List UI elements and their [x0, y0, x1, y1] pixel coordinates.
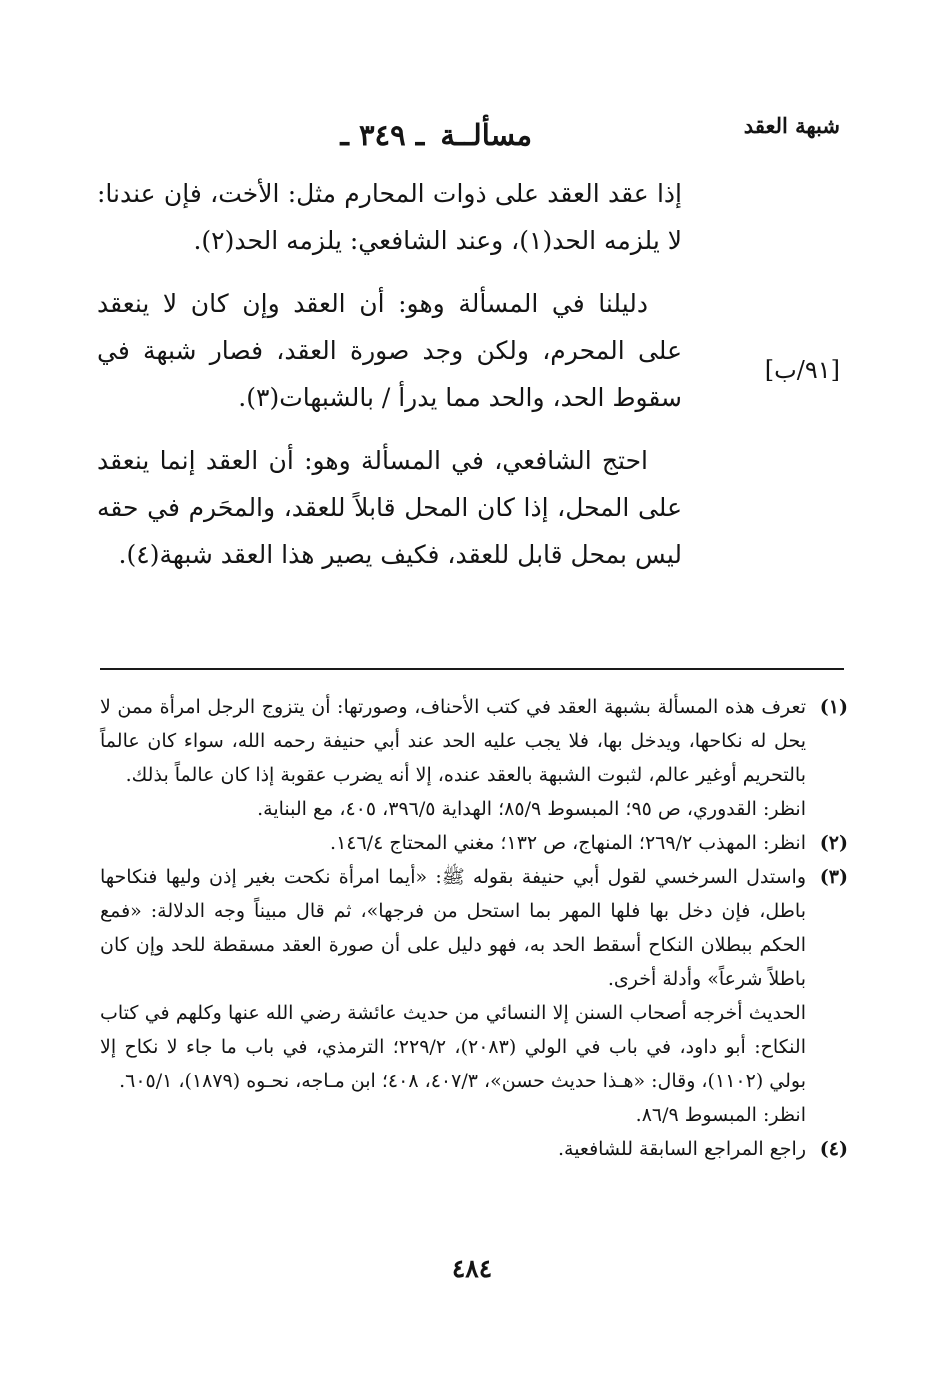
footnote-3 — [100, 860, 848, 996]
footnote-number: (٤) — [819, 1138, 848, 1160]
footnote-number: (٣) — [819, 866, 848, 888]
footnote-2 — [100, 826, 848, 860]
footnote-text: انظر: القدوري، ص ٩٥؛ المبسوط ٨٥/٩؛ الهداية ٣٩٦/٥، ٤٠٥، مع البناية. — [257, 798, 806, 820]
footnote-text: واستدل السرخسي لقول أبي حنيفة بقوله ﷺ: «أيما امرأة نكحت بغير إذن وليها فنكاحها باطل، فإن دخل بها فلها المهر بما استحل من فرجها»، ثم قال مبيناً وجه الدلالة: «فمع الحكم ببطلان النكاح أسقط الحد به، فهو دليل على أن صورة العقد مسقطة للحد وإن كان باطلاً شرعاً» وأدلة أخرى. — [100, 866, 806, 990]
main-text — [97, 170, 682, 594]
issue-number: ـ ٣٤٩ ـ — [340, 118, 425, 152]
main-paragraph-1: إذا عقد العقد على ذوات المحارم مثل: الأخت، فإن عندنا: لا يلزمه الحد(١)، وعند الشافعي: يلزمه الحد(٢). — [97, 179, 682, 255]
footnote-number: (٢) — [819, 832, 848, 854]
footnote-text: تعرف هذه المسألة بشبهة العقد في كتب الأحناف، وصورتها: أن يتزوج الرجل امرأة ممن لا يحل له نكاحها، ويدخل بها، فلا يجب عليه الحد عند أبي حنيفة رحمه الله، سواء كان عالماً بالتحريم أوغير عالم، لثبوت الشبهة بالعقد عنده، إلا أنه يضرب عقوبة إذا كان عالماً بذلك. — [100, 696, 806, 786]
running-head: شبهة العقد — [743, 113, 840, 138]
footnotes — [100, 690, 848, 1166]
main-paragraph-3: احتج الشافعي، في المسألة وهو: أن العقد إنما ينعقد على المحل، إذا كان المحل قابلاً للعقد، والمحَرم في حقه ليس بمحل قابل للعقد، فكيف يصير هذا العقد شبهة(٤). — [97, 446, 682, 569]
issue-title — [340, 118, 532, 152]
footnote-text: انظر: المهذب ٢٦٩/٢؛ المنهاج، ص ١٣٢؛ مغني المحتاج ١٤٦/٤. — [330, 832, 806, 854]
footnote-separator — [100, 668, 844, 670]
footnote-4 — [100, 1132, 848, 1166]
footnote-3-continuation — [100, 996, 806, 1132]
footnote-1 — [100, 690, 848, 826]
issue-label: مسألــة — [440, 118, 532, 152]
footnote-text: راجع المراجع السابقة للشافعية. — [557, 1138, 806, 1160]
footnote-text: الحديث أخرجه أصحاب السنن إلا النسائي من حديث عائشة رضي الله عنها وكلهم في كتاب النكاح: أبو داود، في باب في الولي (٢٠٨٣)، ٢٢٩/٢؛ الترمذي، في باب ما جاء لا نكاح إلا بولي (١١٠٢)، وقال: «هـذا حديث حسن»، ٤٠٧/٣، ٤٠٨؛ ابن مـاجه، نحـوه (١٨٧٩)، ٦٠٥/١. — [100, 1002, 806, 1092]
manuscript-folio-ref: [٩١/ب] — [764, 356, 840, 384]
page-number: ٤٨٤ — [451, 1254, 493, 1283]
footnote-number: (١) — [819, 696, 848, 718]
footnote-text: انظر: المبسوط ٨٦/٩. — [635, 1104, 806, 1126]
main-paragraph-2: دليلنا في المسألة وهو: أن العقد وإن كان لا ينعقد على المحرم، ولكن وجد صورة العقد، فصار شبهة في سقوط الحد، والحد مما يدرأ / بالشبهات(٣). — [97, 289, 682, 412]
